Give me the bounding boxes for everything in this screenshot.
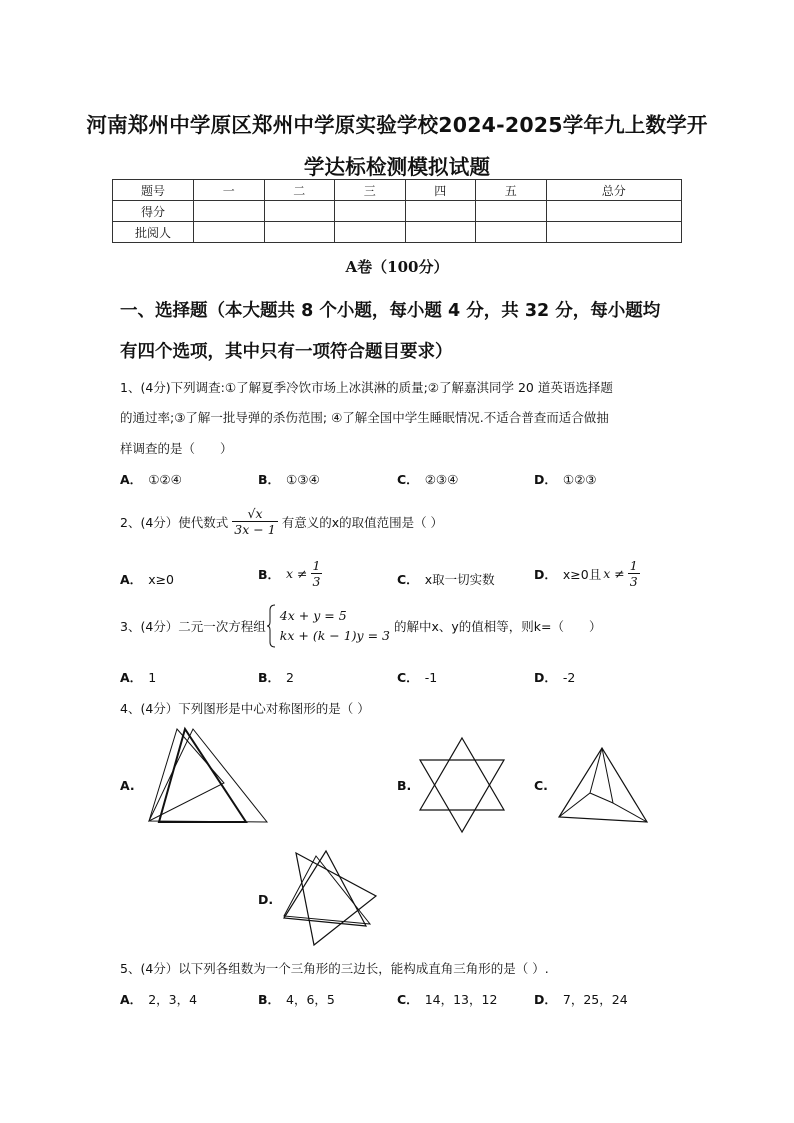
q2-prefix: 2、(4分）使代数式 xyxy=(120,514,229,530)
grader-input-cell[interactable] xyxy=(476,222,547,243)
option-text: 1 xyxy=(148,670,157,685)
grader-row-label: 批阅人 xyxy=(113,222,194,243)
grader-input-cell[interactable] xyxy=(264,222,335,243)
score-input-cell[interactable] xyxy=(335,201,406,222)
score-header-cell: 四 xyxy=(405,180,476,201)
q1-option-b[interactable] xyxy=(258,470,320,488)
q1-stem-line3: 样调查的是（ ） xyxy=(120,441,233,456)
q1-stem-line1: 1、(4分)下列调查:①了解夏季冷饮市场上冰淇淋的质量;②了解嘉淇同学 20 道英语选择题 xyxy=(120,380,613,395)
q3-option-d[interactable] xyxy=(534,668,575,686)
q4-option-c-label[interactable]: C. xyxy=(534,778,548,793)
q1-option-c[interactable] xyxy=(397,470,458,488)
q2-suffix: 有意义的x的取值范围是（ ） xyxy=(281,514,444,530)
score-row-label: 得分 xyxy=(113,201,194,222)
figure-c-segment-3 xyxy=(590,748,602,793)
figure-b-triangle-up xyxy=(420,738,504,810)
figure-a-triangle-1 xyxy=(159,729,246,822)
option-text: -2 xyxy=(562,670,576,685)
option-fraction xyxy=(311,558,323,589)
score-input-cell[interactable] xyxy=(194,201,265,222)
option-letter: A． xyxy=(120,472,143,487)
option-letter: C． xyxy=(397,992,419,1007)
option-letter: D． xyxy=(534,566,557,582)
option-letter: B． xyxy=(258,566,281,582)
score-header-cell: 二 xyxy=(264,180,335,201)
fraction-numerator: 1 xyxy=(312,558,321,573)
q5-option-b[interactable] xyxy=(258,990,335,1008)
q4-figure-b[interactable] xyxy=(415,735,510,835)
q3-option-b[interactable] xyxy=(258,668,294,686)
q3-option-a[interactable] xyxy=(120,668,156,686)
q4-stem: 4、(4分）下列图形是中心对称图形的是（ ） xyxy=(120,701,370,716)
score-header-cell: 总分 xyxy=(546,180,682,201)
fraction-numerator: 1 xyxy=(629,558,638,573)
q3-equation-2: kx + (k − 1)y = 3 xyxy=(279,628,390,643)
figure-d-triangle-2 xyxy=(284,851,366,926)
q3-equation-system xyxy=(280,606,390,646)
option-text: x ≠ xyxy=(286,566,308,581)
option-text: ①②③ xyxy=(562,472,597,487)
option-letter: A． xyxy=(120,670,143,685)
q2-fraction-denominator: 3x − 1 xyxy=(234,522,276,537)
option-text: x≥0且 xyxy=(562,566,602,582)
option-math: x ≠ xyxy=(603,566,625,581)
fraction-denominator: 3 xyxy=(312,574,321,589)
option-fraction xyxy=(628,558,640,589)
score-header-cell: 五 xyxy=(476,180,547,201)
q1-stem-line2: 的通过率;③了解一批导弹的杀伤范围; ④了解全国中学生睡眠情况.不适合普查而适合做抽 xyxy=(120,410,609,425)
option-text: ②③④ xyxy=(424,472,459,487)
grader-input-cell[interactable] xyxy=(194,222,265,243)
option-text: x取一切实数 xyxy=(424,572,495,587)
score-header-cell: 三 xyxy=(335,180,406,201)
score-table-header-row xyxy=(113,180,682,201)
option-letter: D． xyxy=(534,992,557,1007)
option-text: 14，13，12 xyxy=(424,992,498,1007)
option-letter: C． xyxy=(397,572,419,587)
q4-figure-a[interactable] xyxy=(135,725,270,825)
q2-option-d[interactable] xyxy=(534,558,640,589)
q5-stem: 5、(4分）以下列各组数为一个三角形的三边长，能构成直角三角形的是（ ）. xyxy=(120,961,549,976)
q2-fraction xyxy=(232,506,277,537)
option-letter: A． xyxy=(120,572,143,587)
score-header-cell: 一 xyxy=(194,180,265,201)
brace-icon xyxy=(266,604,276,648)
section-a-heading: A卷（100分） xyxy=(345,258,449,276)
figure-a-triangle-2 xyxy=(149,729,267,822)
score-table xyxy=(112,179,682,243)
grader-input-cell[interactable] xyxy=(335,222,406,243)
q3-option-c[interactable] xyxy=(397,668,437,686)
option-letter: B． xyxy=(258,670,281,685)
q2-option-a[interactable] xyxy=(120,570,174,588)
option-text: 2，3，4 xyxy=(148,992,198,1007)
figure-d-triangle-1 xyxy=(296,853,376,945)
q3-stem xyxy=(120,604,602,648)
option-text: 2 xyxy=(286,670,294,685)
option-text: x≥0 xyxy=(148,572,175,587)
q4-figure-c[interactable] xyxy=(555,745,650,825)
grader-row xyxy=(113,222,682,243)
q5-option-d[interactable] xyxy=(534,990,628,1008)
q1-option-a[interactable] xyxy=(120,470,182,488)
option-letter: A． xyxy=(120,992,143,1007)
q1-option-d[interactable] xyxy=(534,470,597,488)
grader-input-cell[interactable] xyxy=(546,222,682,243)
q2-fraction-numerator: √x xyxy=(232,506,277,522)
figure-c-triangle xyxy=(559,748,647,822)
option-letter: C． xyxy=(397,670,419,685)
q2-stem xyxy=(120,506,443,537)
q2-option-b[interactable] xyxy=(258,558,322,589)
score-input-cell[interactable] xyxy=(405,201,476,222)
score-row xyxy=(113,201,682,222)
option-text: -1 xyxy=(424,670,438,685)
option-text: ①②④ xyxy=(148,472,182,487)
section1-heading-line1: 一、选择题（本大题共 8 个小题，每小题 4 分，共 32 分，每小题均 xyxy=(120,301,661,321)
section1-heading-line2: 有四个选项，其中只有一项符合题目要求） xyxy=(120,342,453,362)
option-text: ①③④ xyxy=(286,472,320,487)
q3-suffix: 的解中x、y的值相等，则k=（ ） xyxy=(393,619,602,634)
option-text: 7，25，24 xyxy=(562,992,628,1007)
q3-prefix: 3、(4分）二元一次方程组 xyxy=(120,619,266,634)
q5-option-c[interactable] xyxy=(397,990,497,1008)
option-letter: D． xyxy=(534,472,557,487)
fraction-denominator: 3 xyxy=(629,574,638,589)
score-input-cell[interactable] xyxy=(546,201,682,222)
option-letter: B． xyxy=(258,992,281,1007)
q4-option-a-label[interactable]: A. xyxy=(120,778,135,793)
option-letter: C． xyxy=(397,472,419,487)
figure-b-triangle-down xyxy=(420,760,504,832)
q4-option-b-label[interactable]: B. xyxy=(397,778,412,793)
q3-equation-1: 4x + y = 5 xyxy=(279,608,347,623)
exam-title-line1: 河南郑州中学原区郑州中学原实验学校2024-2025学年九上数学开 xyxy=(86,113,708,137)
option-text: 4，6，5 xyxy=(286,992,335,1007)
q2-option-c[interactable] xyxy=(397,570,495,588)
q4-option-d-label[interactable]: D. xyxy=(258,892,274,907)
q4-figure-d[interactable] xyxy=(278,848,380,948)
score-input-cell[interactable] xyxy=(476,201,547,222)
q5-option-a[interactable] xyxy=(120,990,197,1008)
exam-title-line2: 学达标检测模拟试题 xyxy=(303,155,491,179)
score-header-cell: 题号 xyxy=(113,180,194,201)
grader-input-cell[interactable] xyxy=(405,222,476,243)
option-letter: D． xyxy=(534,670,557,685)
figure-d-triangle-3 xyxy=(284,856,370,924)
option-letter: B． xyxy=(258,472,281,487)
score-input-cell[interactable] xyxy=(264,201,335,222)
